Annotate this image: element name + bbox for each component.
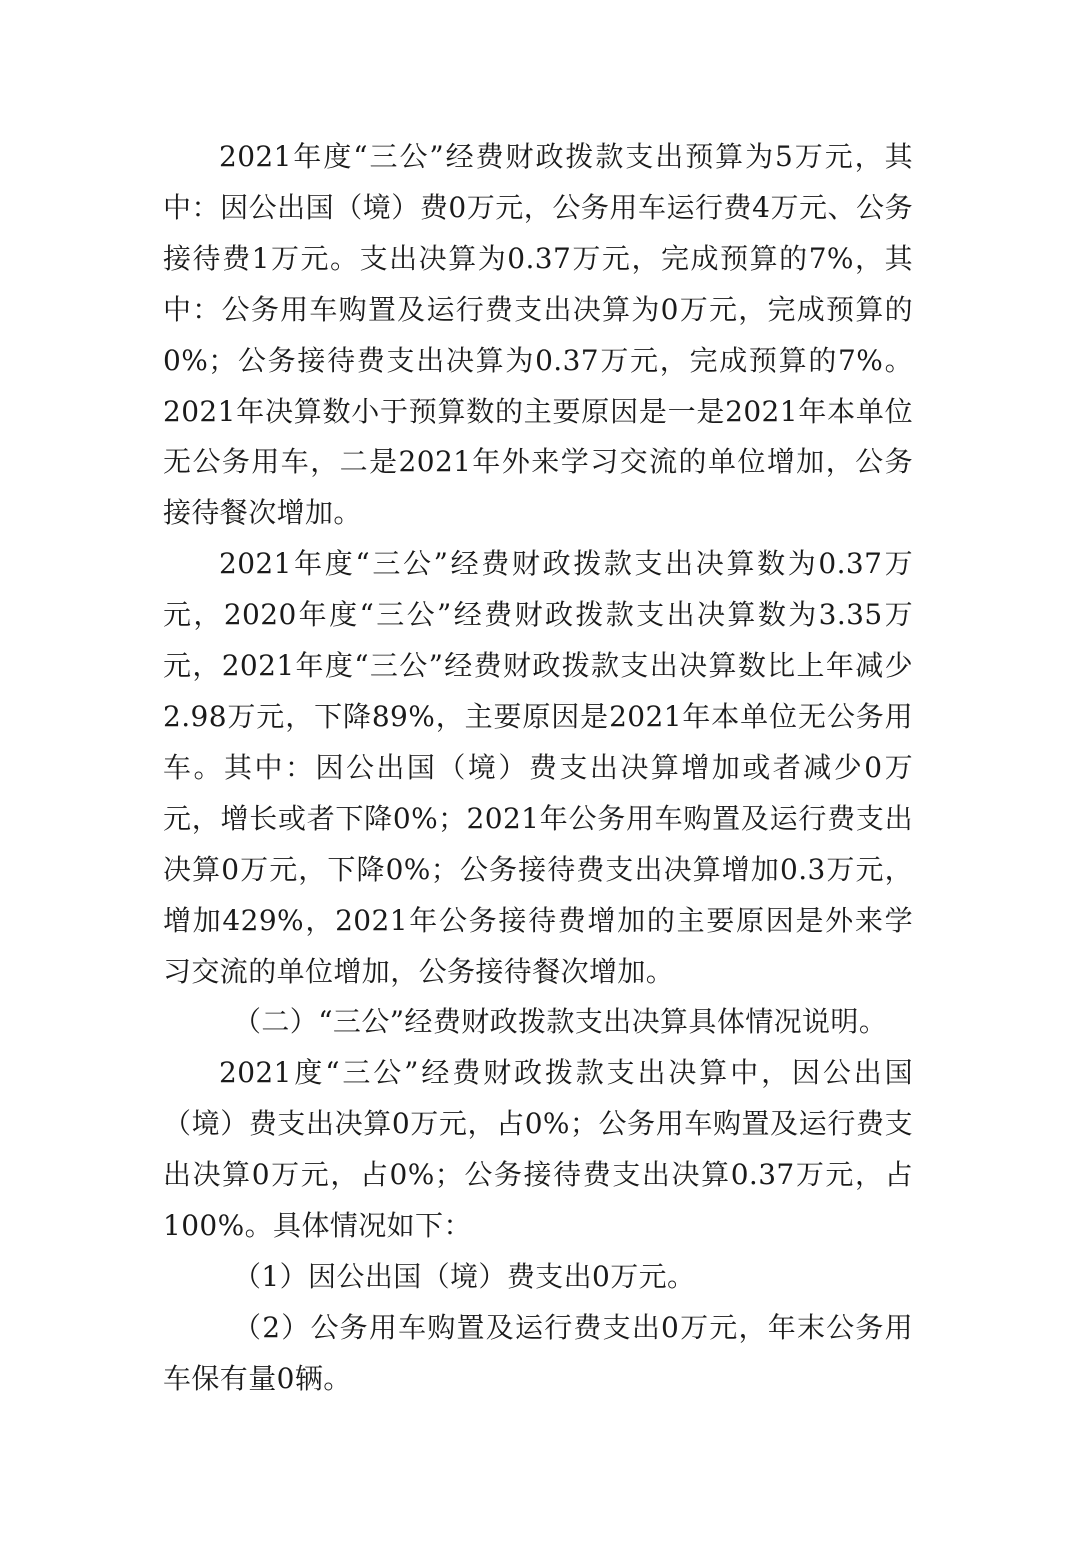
section-heading-two: （二）“三公”经费财政拨款支出决算具体情况说明。 xyxy=(233,1005,888,1039)
paragraph-year-comparison: 2021年度“三公”经费财政拨款支出决算数为0.37万元，2020年度“三公”经费财政拨款支出决算数为3.35万元，2021年度“三公”经费财政拨款支出决算数比上年减少2.98万元，下降89%，主要原因是2021年本单位无公务用车。其中：因公出国（境）费支出决算增加或者减少0万元，增长或者下降0%；2021年公务用车购置及运行费支出决算0万元，下降0%；公务接待费支出决算增加0.3万元，增加429%，2021年公务接待费增加的主要原因是外来学习交流的单位增加，公务接待餐次增加。 xyxy=(163,547,913,988)
paragraph-budget-overview: 2021年度“三公”经费财政拨款支出预算为5万元，其中：因公出国（境）费0万元，公务用车运行费4万元、公务接待费1万元。支出决算为0.37万元，完成预算的7%，其中：公务用车购置及运行费支出决算为0万元，完成预算的0%；公务接待费支出决算为0.37万元，完成预算的7%。2021年决算数小于预算数的主要原因是一是2021年本单位无公务用车，二是2021年外来学习交流的单位增加，公务接待餐次增加。 xyxy=(163,140,913,530)
paragraph-breakdown: 2021度“三公”经费财政拨款支出决算中，因公出国（境）费支出决算0万元，占0%；公务用车购置及运行费支出决算0万元，占0%；公务接待费支出决算0.37万元，占100%。具体情况如下： xyxy=(163,1056,913,1243)
document-body xyxy=(163,132,913,1405)
list-item-official-vehicles: （2）公务用车购置及运行费支出0万元，年末公务用车保有量0辆。 xyxy=(163,1310,913,1395)
list-item-overseas-travel: （1）因公出国（境）费支出0万元。 xyxy=(233,1259,696,1293)
